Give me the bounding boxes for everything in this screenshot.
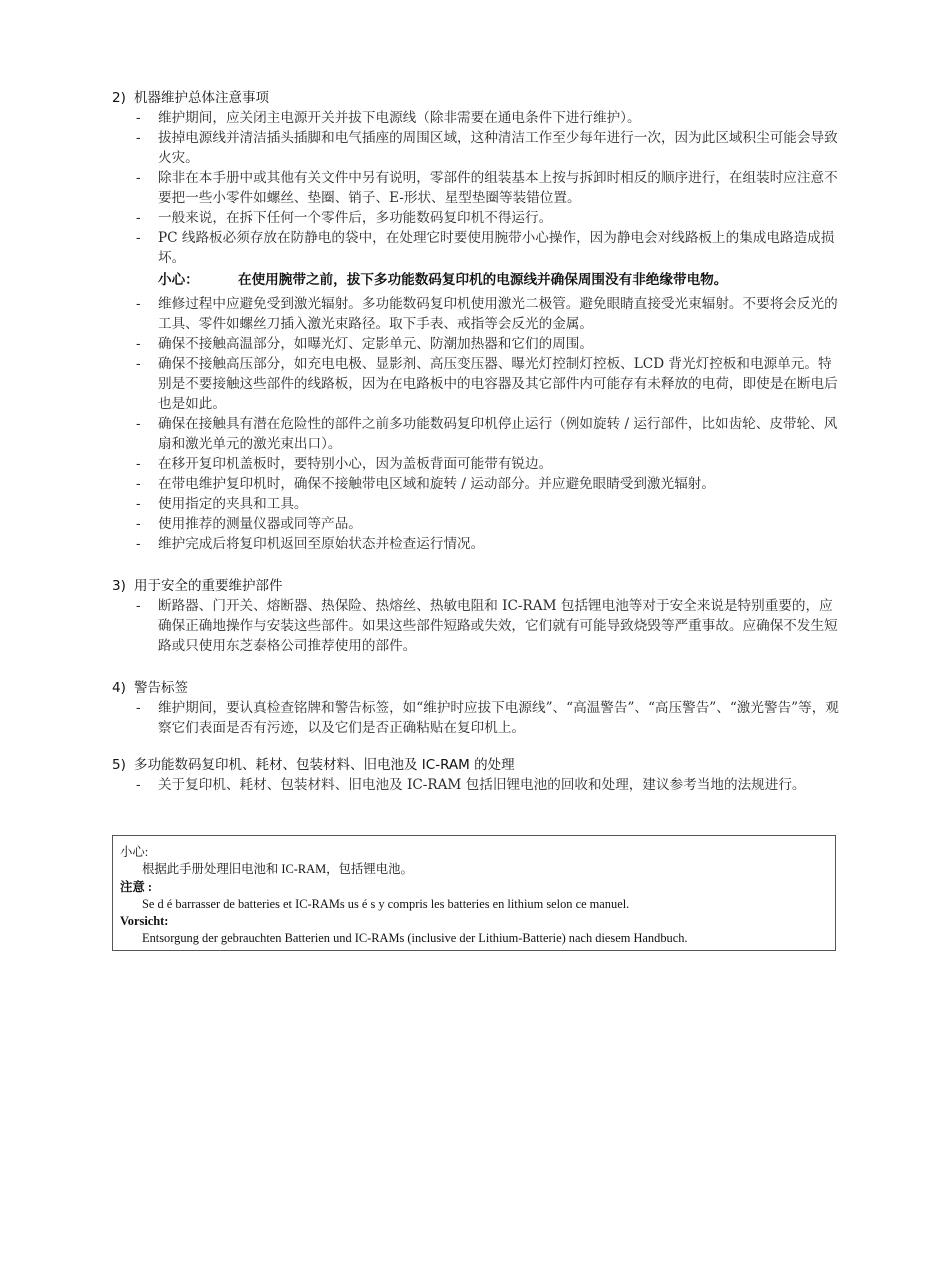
list-item: - 在移开复印机盖板时，要特别小心，因为盖板背面可能带有锐边。 <box>136 456 553 472</box>
section-title <box>112 678 842 698</box>
section-title <box>112 576 842 596</box>
section-heading: 多功能数码复印机、耗材、包装材料、旧电池及 IC-RAM 的处理 <box>134 757 515 773</box>
list-item: - 维护期间，要认真检查铭牌和警告标签，如“维护时应拔下电源线”、“高温警告”、“高压警告”、“激光警告”等，观察它们表面是否有污迹，以及它们是否正确粘贴在复印机上。 <box>136 700 839 736</box>
section-title <box>112 88 842 108</box>
section-number: 5) <box>112 757 126 773</box>
caution-note <box>112 270 842 290</box>
list-item: - 确保在接触具有潜在危险性的部件之前多功能数码复印机停止运行（例如旋转 / 运行部件，比如齿轮、皮带轮、风扇和激光单元的激光束出口）。 <box>136 416 838 452</box>
section-number: 2) <box>112 90 126 106</box>
bullet-list <box>112 108 842 268</box>
section-title <box>112 755 842 775</box>
caution-fr-label: 注意 : <box>120 879 153 894</box>
section-5 <box>112 755 842 795</box>
list-item: - 一般来说，在拆下任何一个零件后，多功能数码复印机不得运行。 <box>136 210 553 226</box>
section-4 <box>112 678 842 738</box>
section-2 <box>112 88 842 554</box>
section-heading: 机器维护总体注意事项 <box>134 90 269 106</box>
list-item: - 拔掉电源线并清洁插头插脚和电气插座的周围区域，这种清洁工作至少每年进行一次，因为此区域积尘可能会导致火灾。 <box>136 130 838 166</box>
list-item: - 确保不接触高压部分，如充电电极、显影剂、高压变压器、曝光灯控制灯控板、LCD 背光灯控板和电源单元。特别是不要接触这些部件的线路板，因为在电路板中的电容器及其它部件内可能存有未释放的电荷，即使是在断电后也是如此。 <box>136 356 838 412</box>
list-item: - 使用指定的夹具和工具。 <box>136 496 308 512</box>
section-heading: 用于安全的重要维护部件 <box>134 578 283 594</box>
caution-cn-label: 小心: <box>120 845 149 859</box>
list-item: - 维修过程中应避免受到激光辐射。多功能数码复印机使用激光二极管。避免眼睛直接受光束辐射。不要将会反光的工具、零件如螺丝刀插入激光束路径。取下手表、戒指等会反光的金属。 <box>136 296 838 332</box>
caution-label: 小心： <box>158 272 199 288</box>
list-item: - 确保不接触高温部分，如曝光灯、定影单元、防潮加热器和它们的周围。 <box>136 336 593 352</box>
list-item: - 使用推荐的测量仪器或同等产品。 <box>136 516 362 532</box>
section-number: 3) <box>112 578 126 594</box>
caution-cn-text: 根据此手册处理旧电池和 IC-RAM，包括锂电池。 <box>142 862 413 877</box>
list-item: - 维护期间，应关闭主电源开关并拔下电源线（除非需要在通电条件下进行维护）。 <box>136 110 641 126</box>
bullet-list <box>112 698 842 738</box>
list-item: - 关于复印机、耗材、包装材料、旧电池及 IC-RAM 包括旧锂电池的回收和处理，建议参考当地的法规进行。 <box>136 777 806 793</box>
caution-de-label: Vorsicht: <box>120 914 169 929</box>
caution-text: 在使用腕带之前，拔下多功能数码复印机的电源线并确保周围没有非绝缘带电物。 <box>238 272 728 288</box>
battery-disposal-notice <box>112 835 836 951</box>
list-item: - PC 线路板必须存放在防静电的袋中，在处理它时要使用腕带小心操作，因为静电会对线路板上的集成电路造成损坏。 <box>136 230 835 266</box>
bullet-list <box>112 596 842 656</box>
section-number: 4) <box>112 680 126 696</box>
caution-de-text: Entsorgung der gebrauchten Batterien und IC-RAMs (inclusive der Lithium-Batterie) nach diesem Handbuch. <box>142 931 688 946</box>
caution-fr-text: Se d é barrasser de batteries et IC-RAMs us é s y compris les batteries en lithium selon ce manuel. <box>142 896 630 911</box>
bullet-list <box>112 294 842 554</box>
list-item: - 在带电维护复印机时，确保不接触带电区域和旋转 / 运动部分。并应避免眼睛受到激光辐射。 <box>136 476 715 492</box>
section-3 <box>112 576 842 656</box>
section-heading: 警告标签 <box>134 680 188 696</box>
bullet-list <box>112 775 842 795</box>
list-item: - 断路器、门开关、熔断器、热保险、热熔丝、热敏电阻和 IC-RAM 包括锂电池等对于安全来说是特别重要的，应确保正确地操作与安装这些部件。如果这些部件短路或失效，它们就有可能导致烧毁等严重事故。应确保不发生短路或只使用东芝泰格公司推荐使用的部件。 <box>136 598 838 654</box>
list-item: - 除非在本手册中或其他有关文件中另有说明，零部件的组装基本上按与拆卸时相反的顺序进行，在组装时应注意不要把一些小零件如螺丝、垫圈、销子、E-形状、星型垫圈等装错位置。 <box>136 170 838 206</box>
list-item: - 维护完成后将复印机返回至原始状态并检查运行情况。 <box>136 536 485 552</box>
